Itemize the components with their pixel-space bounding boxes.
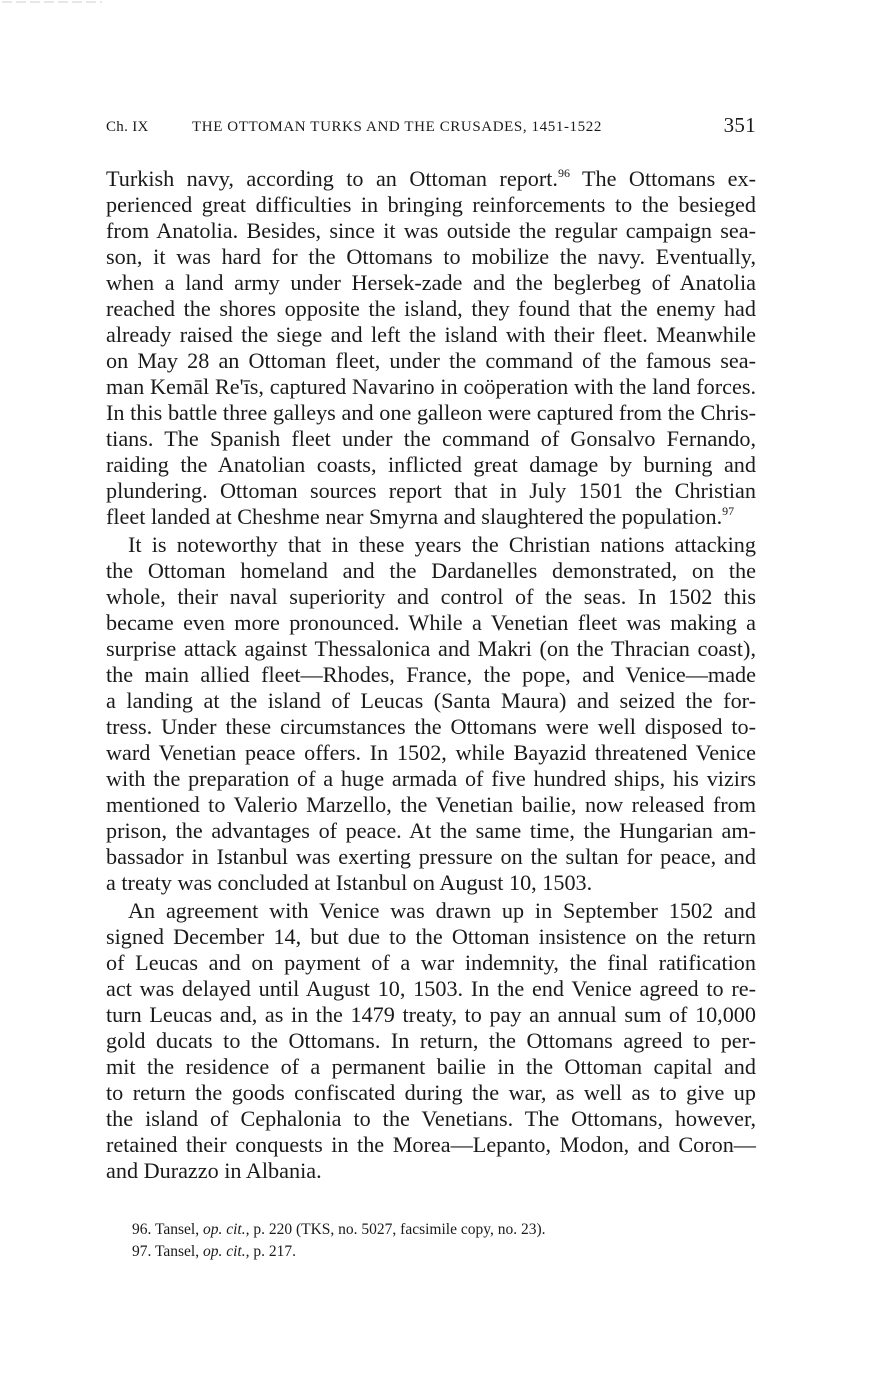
text-line: the main allied fleet—Rhodes, France, the pope, and Venice—made bbox=[106, 662, 756, 687]
text-line: with the preparation of a huge armada of five hundred ships, his vizirs bbox=[106, 766, 756, 791]
footnote-96: 96. Tansel, op. cit., p. 220 (TKS, no. 5027, facsimile copy, no. 23). bbox=[132, 1221, 546, 1238]
text-line: tians. The Spanish fleet under the command of Gonsalvo Fernando, bbox=[106, 426, 756, 451]
running-head bbox=[106, 113, 756, 140]
footnote-ref-97: 97 bbox=[722, 504, 735, 518]
text-line: mit the residence of a permanent bailie in the Ottoman capital and bbox=[106, 1054, 756, 1079]
text-line: to return the goods confiscated during the war, as well as to give up bbox=[106, 1080, 756, 1105]
paragraph-3 bbox=[106, 898, 756, 1184]
text-line: of Leucas and on payment of a war indemnity, the final ratification bbox=[106, 950, 756, 975]
text-line: from Anatolia. Besides, since it was outside the regular campaign sea- bbox=[106, 218, 756, 243]
text-line: the island of Cephalonia to the Venetians. The Ottomans, however, bbox=[106, 1106, 756, 1131]
text-line: plundering. Ottoman sources report that in July 1501 the Christian bbox=[106, 478, 756, 503]
page-number: 351 bbox=[723, 113, 756, 137]
text-line: signed December 14, but due to the Ottoman insistence on the return bbox=[106, 924, 756, 949]
footnote-97: 97. Tansel, op. cit., p. 217. bbox=[132, 1243, 296, 1260]
text-line: surprise attack against Thessalonica and Makri (on the Thracian coast), bbox=[106, 636, 756, 661]
text-line: turn Leucas and, as in the 1479 treaty, to pay an annual sum of 10,000 bbox=[106, 1002, 756, 1027]
text-line: raiding the Anatolian coasts, inflicted great damage by burning and bbox=[106, 452, 756, 477]
text-line: and Durazzo in Albania. bbox=[106, 1158, 322, 1183]
footnote-ref-96: 96 bbox=[557, 166, 570, 180]
text-line: man Kemāl Re'īs, captured Navarino in coöperation with the land forces. bbox=[106, 374, 756, 399]
text-line: a treaty was concluded at Istanbul on August 10, 1503. bbox=[106, 870, 593, 895]
text-line: when a land army under Hersek-zade and the beglerbeg of Anatolia bbox=[106, 270, 756, 295]
text-line: a landing at the island of Leucas (Santa Maura) and seized the for- bbox=[106, 688, 756, 713]
text-line: fleet landed at Cheshme near Smyrna and slaughtered the population.$^{97}$ bbox=[106, 504, 735, 529]
text-line: perienced great difficulties in bringing reinforcements to the besieged bbox=[106, 192, 756, 217]
text-line: retained their conquests in the Morea—Lepanto, Modon, and Coron— bbox=[106, 1132, 756, 1157]
text-line: Turkish navy, according to an Ottoman report.$^{96}$ The Ottomans ex- bbox=[106, 166, 756, 191]
text-line: prison, the advantages of peace. At the same time, the Hungarian am- bbox=[106, 818, 756, 843]
text-line: It is noteworthy that in these years the Christian nations attacking bbox=[128, 532, 756, 557]
text-line: reached the shores opposite the island, they found that the enemy had bbox=[106, 296, 756, 321]
text-line: ward Venetian peace offers. In 1502, while Bayazid threatened Venice bbox=[106, 740, 756, 765]
text-line: act was delayed until August 10, 1503. In the end Venice agreed to re- bbox=[106, 976, 756, 1001]
text-line: In this battle three galleys and one galleon were captured from the Chris- bbox=[106, 400, 756, 425]
text-line: bassador in Istanbul was exerting pressure on the sultan for peace, and bbox=[106, 844, 756, 869]
text-line: whole, their naval superiority and control of the seas. In 1502 this bbox=[106, 584, 756, 609]
text-line: already raised the siege and left the island with their fleet. Meanwhile bbox=[106, 322, 756, 347]
chapter-label: Ch. IX bbox=[106, 119, 149, 135]
footnotes bbox=[132, 1219, 732, 1263]
text-line: An agreement with Venice was drawn up in September 1502 and bbox=[128, 898, 756, 923]
text-line: son, it was hard for the Ottomans to mobilize the navy. Eventually, bbox=[106, 244, 756, 269]
text-line: on May 28 an Ottoman fleet, under the command of the famous sea- bbox=[106, 348, 756, 373]
running-title: THE OTTOMAN TURKS AND THE CRUSADES, 1451-1522 bbox=[192, 119, 602, 135]
text-line: mentioned to Valerio Marzello, the Venetian bailie, now released from bbox=[106, 792, 756, 817]
body-text bbox=[106, 166, 756, 1184]
text-line: tress. Under these circumstances the Ottomans were well disposed to- bbox=[106, 714, 756, 739]
paragraph-2 bbox=[106, 532, 756, 896]
scan-mark bbox=[2, 0, 102, 4]
paragraph-1 bbox=[106, 166, 756, 530]
text-line: the Ottoman homeland and the Dardanelles demonstrated, on the bbox=[106, 558, 756, 583]
text-line: gold ducats to the Ottomans. In return, the Ottomans agreed to per- bbox=[106, 1028, 756, 1053]
text-line: became even more pronounced. While a Venetian fleet was making a bbox=[106, 610, 756, 635]
